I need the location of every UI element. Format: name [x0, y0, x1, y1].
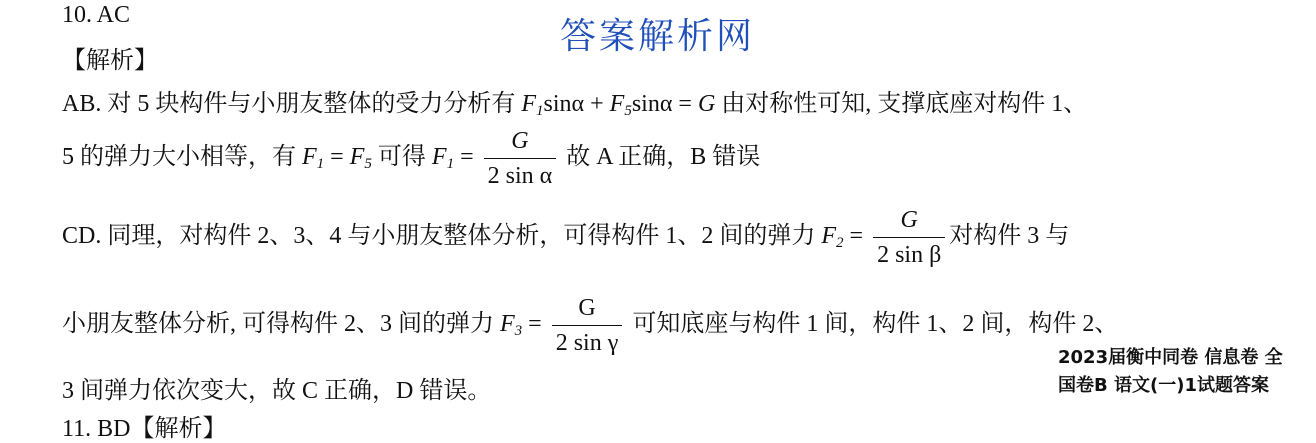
sin-term: sinα =	[631, 91, 698, 117]
cd-prefix: CD. 同理，对构件 2、3、4 与小朋友整体分析，可得构件 1、2 间的弹力	[62, 223, 822, 250]
equals: =	[324, 144, 350, 171]
subscript: 1	[536, 103, 544, 119]
fraction-numerator: G	[484, 126, 557, 159]
corner-caption	[1058, 344, 1283, 400]
fraction	[484, 126, 557, 191]
fraction-denominator: 2 sin γ	[555, 330, 619, 356]
next-question: 11. BD【解析】	[62, 416, 227, 442]
ab-line-1	[62, 83, 1087, 120]
cd-line-2	[62, 293, 1118, 358]
ab-middle: 可得	[371, 144, 432, 171]
corner-caption-line-2: 国卷B 语文(一)1试题答案	[1058, 375, 1269, 396]
cd-suffix: 对构件 3 与	[949, 223, 1070, 250]
watermark-title: 答案解析网	[560, 16, 756, 57]
fraction	[552, 293, 623, 358]
ab-suffix: 由对称性可知, 支撑底座对构件 1、	[715, 91, 1088, 117]
answer-number: 10. AC	[62, 2, 131, 28]
fraction-denominator: 2 sin β	[877, 242, 942, 268]
cd-line2-suffix: 可知底座与构件 1 间，构件 1、2 间，构件 2、	[626, 311, 1119, 338]
force-symbol: F	[302, 144, 317, 171]
force-symbol: F	[500, 311, 515, 338]
subscript: 1	[316, 156, 325, 173]
force-symbol: F	[609, 91, 625, 117]
equals: =	[522, 311, 548, 338]
fraction	[873, 205, 945, 270]
analysis-label: 【解析】	[62, 48, 158, 74]
sin-term: sinα +	[543, 91, 610, 117]
subscript: 3	[514, 323, 523, 340]
force-symbol: F	[349, 144, 365, 171]
ab-line2-suffix: 故 A 正确，B 错误	[560, 144, 761, 171]
cd-line-3: 3 间弹力依次变大，故 C 正确，D 错误。	[62, 378, 492, 404]
force-symbol: F	[521, 91, 537, 117]
fraction-numerator: G	[552, 293, 623, 326]
force-symbol: F	[821, 223, 837, 250]
equals: =	[454, 144, 480, 171]
fraction-denominator: 2 sin α	[487, 163, 553, 189]
ab-prefix: AB. 对 5 块构件与小朋友整体的受力分析有	[62, 91, 522, 117]
subscript: 5	[364, 156, 372, 173]
cd-line2-prefix: 小朋友整体分析, 可得构件 2、3 间的弹力	[62, 311, 500, 338]
cd-line-1	[62, 205, 1069, 270]
subscript: 5	[624, 103, 632, 119]
corner-caption-line-1: 2023届衡中同卷 信息卷 全	[1058, 347, 1283, 368]
subscript: 2	[836, 235, 844, 252]
ab-line-2	[62, 126, 760, 191]
fraction-numerator: G	[873, 205, 945, 238]
equals: =	[843, 223, 870, 250]
gravity-symbol: G	[697, 91, 716, 117]
ab-line2-prefix: 5 的弹力大小相等，有	[62, 144, 302, 171]
force-symbol: F	[431, 144, 447, 171]
subscript: 1	[446, 156, 455, 173]
